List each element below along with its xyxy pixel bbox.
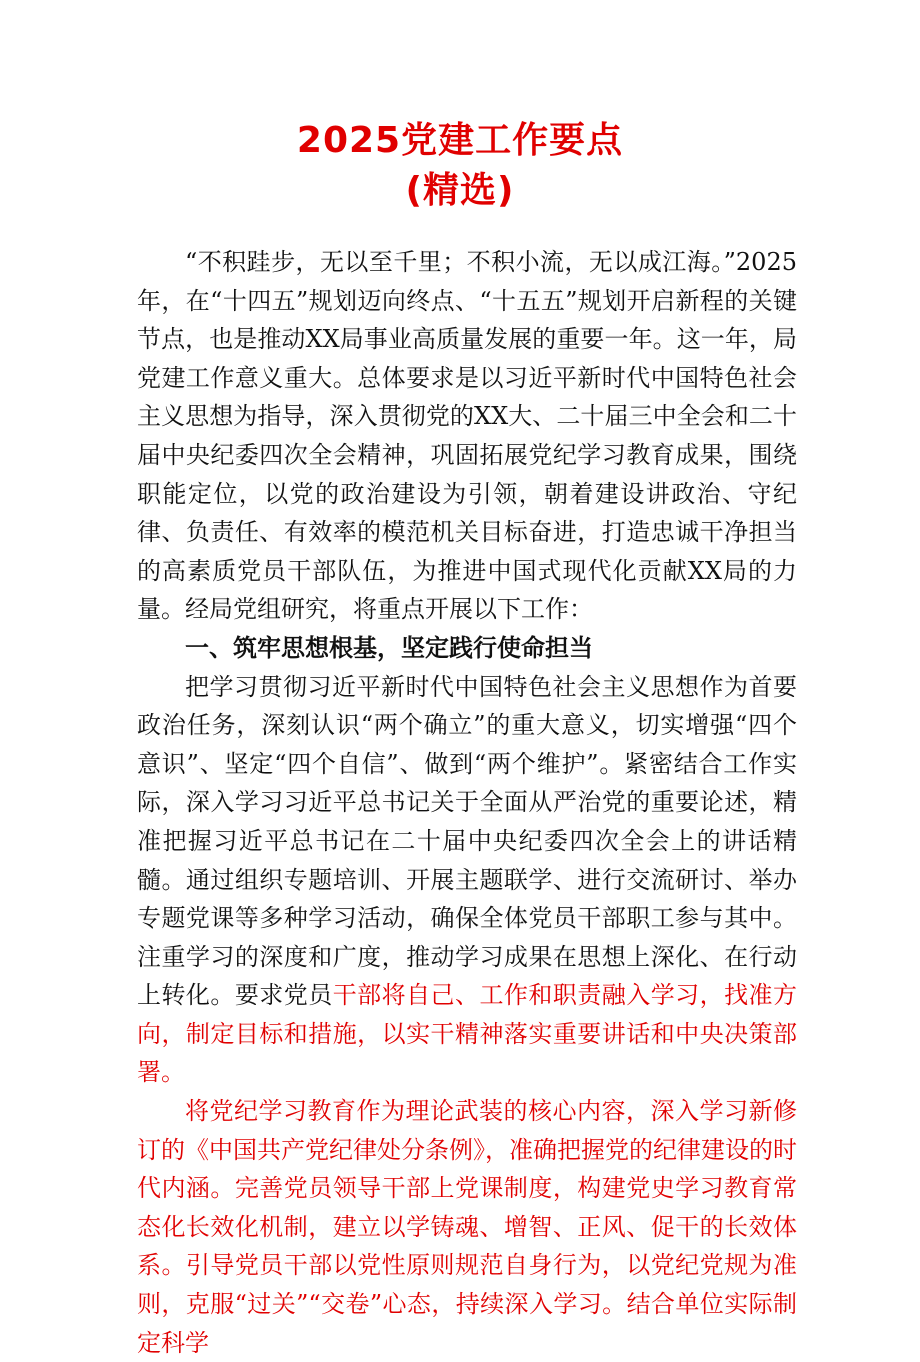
title-block [0, 116, 920, 216]
intro-paragraph: “不积跬步，无以至千里；不积小流，无以成江海。”2025年，在“十四五”规划迈向终点、“十五五”规划开启新程的关键节点，也是推动XX局事业高质量发展的重要一年。这一年，局党建工作意义重大。总体要求是以习近平新时代中国特色社会主义思想为指导，深入贯彻党的XX大、二十届三中全会和二十届中央纪委四次全会精神，巩固拓展党纪学习教育成果，围绕职能定位，以党的政治建设为引领，朝着建设讲政治、守纪律、负责任、有效率的模范机关目标奋进，打造忠诚干净担当的高素质党员干部队伍，为推进中国式现代化贡献XX局的力量。经局党组研究，将重点开展以下工作： [137, 248, 797, 624]
highlighted-text: 干部将自己、工作和职责融入学习，找准方向，制定目标和措施，以实干精神落实重要讲话和中央决策部署。 [137, 981, 798, 1087]
section-1-paragraph-1 [137, 668, 797, 1093]
document-subtitle: (精选) [405, 170, 515, 211]
document-body [137, 243, 797, 1362]
section-1-heading: 一、筑牢思想根基，坚定践行使命担当 [185, 632, 593, 662]
section-1-paragraph-2: 将党纪学习教育作为理论武装的核心内容，深入学习新修订的《中国共产党纪律处分条例》，准确把握党的纪律建设的时代内涵。完善党员领导干部上党课制度，构建党史学习教育常态化长效化机制，建立以学铸魂、增智、正风、促干的长效体系。引导党员干部以党性原则规范自身行为，以党纪党规为准则，克服“过关”“交卷”心态，持续深入学习。结合单位实际制定科学 [137, 1097, 797, 1357]
document-title: 2025党建工作要点 [296, 120, 624, 161]
paragraph-text: 把学习贯彻习近平新时代中国特色社会主义思想作为首要政治任务，深刻认识“两个确立”的重大意义，切实增强“四个意识”、坚定“四个自信”、做到“两个维护”。紧密结合工作实际，深入学习习近平总书记关于全面从严治党的重要论述，精准把握习近平总书记在二十届中央纪委四次全会上的讲话精髓。通过组织专题培训、开展主题联学、进行交流研讨、举办专题党课等多种学习活动，确保全体党员干部职工参与其中。注重学习的深度和广度，推动学习成果在思想上深化、在行动上转化。要求党员 [137, 672, 797, 1010]
